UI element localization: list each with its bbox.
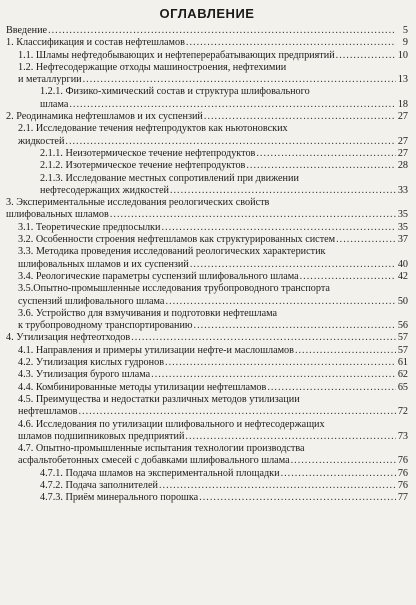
- toc-entry-title-line: к трубопроводному транспортированию: [18, 320, 193, 332]
- toc-entry[interactable]: [6, 173, 408, 198]
- toc-entry-title-line: суспензий шлифовального шлама: [18, 295, 165, 307]
- toc-entry-title-line: и металлургии: [18, 74, 82, 86]
- page-title: ОГЛАВЛЕНИЕ: [159, 6, 255, 21]
- toc-page-number: 62: [397, 369, 408, 381]
- toc-entry[interactable]: [6, 369, 408, 381]
- toc-page-number: 72: [397, 406, 408, 418]
- toc-entry[interactable]: [6, 62, 408, 87]
- toc-entry[interactable]: [6, 468, 408, 480]
- toc-entry-title-line: 4.3. Утилизация бурого шлама: [18, 369, 151, 381]
- toc-entry-title-line: 4.7.1. Подача шламов на экспериментальной площадки: [40, 467, 280, 479]
- toc-page-number: 57: [397, 332, 408, 344]
- toc-entry-title-line: 2.1.2. Изотермическое течение нефтепродуктов: [40, 160, 246, 172]
- toc-entry-title-line: 4.6. Исследования по утилизации шлифовального и нефтесодержащих: [18, 418, 325, 430]
- toc-entry-title-line: шламов подшипниковых предприятий: [18, 430, 185, 442]
- dot-leader: [110, 209, 396, 221]
- toc-page-number: 35: [397, 209, 408, 221]
- toc-entry-title-line: 1. Классификация и состав нефтешламов: [6, 37, 185, 49]
- toc-page-number: 27: [397, 135, 408, 147]
- toc-entry-title-line: 3.2. Особенности строения нефтешламов как структурированных систем: [18, 234, 336, 246]
- dot-leader: [291, 455, 396, 467]
- toc-entry-title-line: 4.7.2. Подача заполнителей: [40, 479, 158, 491]
- toc-page-number: 9: [402, 37, 408, 49]
- toc-entry-title-line: 4.1. Направления и примеры утилизации нефте-и маслошламов: [18, 344, 294, 356]
- toc-entry[interactable]: [6, 332, 408, 344]
- dot-leader: [295, 345, 396, 357]
- dot-leader: [83, 74, 396, 86]
- toc-entry[interactable]: [6, 480, 408, 492]
- dot-leader: [246, 160, 396, 172]
- dot-leader: [159, 480, 396, 492]
- toc-entry-title-line: 1.1. Шламы нефтедобывающих и нефтеперерабатывающих предприятий: [18, 49, 335, 61]
- dot-leader: [336, 50, 396, 62]
- toc-page-number: 56: [397, 320, 408, 332]
- toc-entry-title-line: нефтесодержащих жидкостей: [40, 184, 169, 196]
- toc-page-number: 61: [397, 357, 408, 369]
- toc-entry[interactable]: [6, 419, 408, 444]
- toc-entry-title-line: 2.1.1. Неизотермическое течение нефтепродуктов: [40, 147, 256, 159]
- toc-page-number: 18: [397, 98, 408, 110]
- toc-page-number: 27: [397, 111, 408, 123]
- toc-entry[interactable]: [6, 25, 408, 37]
- toc-entry-title-line: 2. Реодинамика нефтешламов и их суспензий: [6, 111, 203, 123]
- toc-entry[interactable]: [6, 222, 408, 234]
- toc-entry[interactable]: [6, 160, 408, 172]
- toc-page-number: 76: [397, 479, 408, 491]
- dot-leader: [69, 99, 396, 111]
- toc-entry[interactable]: [6, 283, 408, 308]
- toc-entry-title-line: 3.4. Реологические параметры суспензий шлифовального шлама: [18, 270, 299, 282]
- dot-leader: [48, 25, 396, 37]
- toc-entry-title-line: шлама: [40, 98, 69, 110]
- toc-entry-title-line: 2.1. Исследование течения нефтепродуктов как ньютоновских: [18, 123, 288, 135]
- toc-entry-title-line: шлифовальных шламов: [6, 209, 109, 221]
- toc-entry-title-line: 4.5. Преимущества и недостатки различных методов утилизации: [18, 393, 300, 405]
- dot-leader: [281, 468, 396, 480]
- toc-entry-title-line: 4. Утилизация нефтеотходов: [6, 332, 131, 344]
- toc-entry-title-line: 3.6. Устройство для взмучивания и подготовки нефтешлама: [18, 307, 278, 319]
- toc-entry-title-line: 4.2. Утилизация кислых гудронов: [18, 357, 165, 369]
- toc-page-number: 57: [397, 344, 408, 356]
- toc-entry[interactable]: [6, 394, 408, 419]
- toc-page-number: 77: [397, 492, 408, 504]
- toc-entry-title-line: нефтешламов: [18, 406, 78, 418]
- toc-page-number: 50: [397, 295, 408, 307]
- dot-leader: [300, 271, 396, 283]
- toc-entry[interactable]: [6, 50, 408, 62]
- toc-entry-title-line: 1.2. Нефтесодержащие отходы машиностроения, нефтехимии: [18, 61, 287, 73]
- dot-leader: [204, 111, 396, 123]
- toc-entry[interactable]: [6, 111, 408, 123]
- toc-entry[interactable]: [6, 123, 408, 148]
- toc-entry-title-line: 4.7.3. Приём минерального порошка: [40, 492, 199, 504]
- dot-leader: [194, 320, 396, 332]
- toc-entry-title-line: Введение: [6, 25, 48, 36]
- dot-leader: [190, 259, 396, 271]
- toc-page-number: 13: [397, 74, 408, 86]
- toc-page-number: 42: [397, 270, 408, 282]
- toc-page-number: 65: [397, 381, 408, 393]
- toc-entry-title-line: шлифовальных шламов и их суспензий: [18, 258, 189, 270]
- toc-entry[interactable]: [6, 197, 408, 222]
- toc-entry[interactable]: [6, 345, 408, 357]
- toc-page-number: 10: [397, 49, 408, 61]
- dot-leader: [185, 431, 396, 443]
- dot-leader: [161, 222, 396, 234]
- dot-leader: [336, 234, 396, 246]
- dot-leader: [151, 369, 396, 381]
- toc-entry[interactable]: [6, 271, 408, 283]
- toc-entry[interactable]: [6, 86, 408, 111]
- toc-entry[interactable]: [6, 246, 408, 271]
- toc-page-number: 27: [397, 147, 408, 159]
- toc-entry[interactable]: [6, 382, 408, 394]
- toc-entry[interactable]: [6, 37, 408, 49]
- toc-entry[interactable]: [6, 492, 408, 504]
- dot-leader: [165, 357, 396, 369]
- toc-entry[interactable]: [6, 357, 408, 369]
- table-of-contents: [6, 25, 408, 505]
- toc-entry-title-line: 2.1.3. Исследование местных сопротивлений при движении: [40, 172, 299, 184]
- toc-page-number: 28: [397, 160, 408, 172]
- toc-page-number: 33: [397, 184, 408, 196]
- toc-page-number: 40: [397, 258, 408, 270]
- toc-page-number: 73: [397, 430, 408, 442]
- dot-leader: [267, 382, 396, 394]
- toc-page-number: 76: [397, 455, 408, 467]
- toc-entry[interactable]: [6, 443, 408, 468]
- toc-entry-title-line: 4.4. Комбинированные методы утилизации нефтешламов: [18, 381, 267, 393]
- toc-entry-title-line: 3.3. Методика проведения исследований реологических характеристик: [18, 246, 326, 258]
- dot-leader: [170, 185, 396, 197]
- toc-entry[interactable]: [6, 148, 408, 160]
- toc-page-number: 5: [402, 25, 408, 36]
- dot-leader: [131, 332, 396, 344]
- toc-page-number: 37: [397, 234, 408, 246]
- dot-leader: [78, 406, 396, 418]
- toc-entry-title-line: 4.7. Опытно-промышленные испытания технологии производства: [18, 443, 305, 455]
- toc-page-number: 35: [397, 221, 408, 233]
- dot-leader: [165, 296, 396, 308]
- dot-leader: [199, 492, 396, 504]
- toc-entry-title-line: 1.2.1. Физико-химический состав и структура шлифовального: [40, 86, 310, 98]
- toc-entry-title-line: 3.5.Опытно-промышленные исследования трубопроводного транспорта: [18, 283, 330, 295]
- toc-entry[interactable]: [6, 234, 408, 246]
- dot-leader: [256, 148, 396, 160]
- toc-page-number: 76: [397, 467, 408, 479]
- toc-entry-title-line: жидкостей: [18, 135, 65, 147]
- dot-leader: [65, 136, 396, 148]
- toc-entry-title-line: 3. Экспериментальные исследования реологических свойств: [6, 197, 270, 209]
- dot-leader: [186, 37, 396, 49]
- toc-entry-title-line: асфальтобетонных смесей с добавками шлифовального шлама: [18, 455, 290, 467]
- toc-entry-title-line: 3.1. Теоретические предпосылки: [18, 221, 161, 233]
- toc-entry[interactable]: [6, 308, 408, 333]
